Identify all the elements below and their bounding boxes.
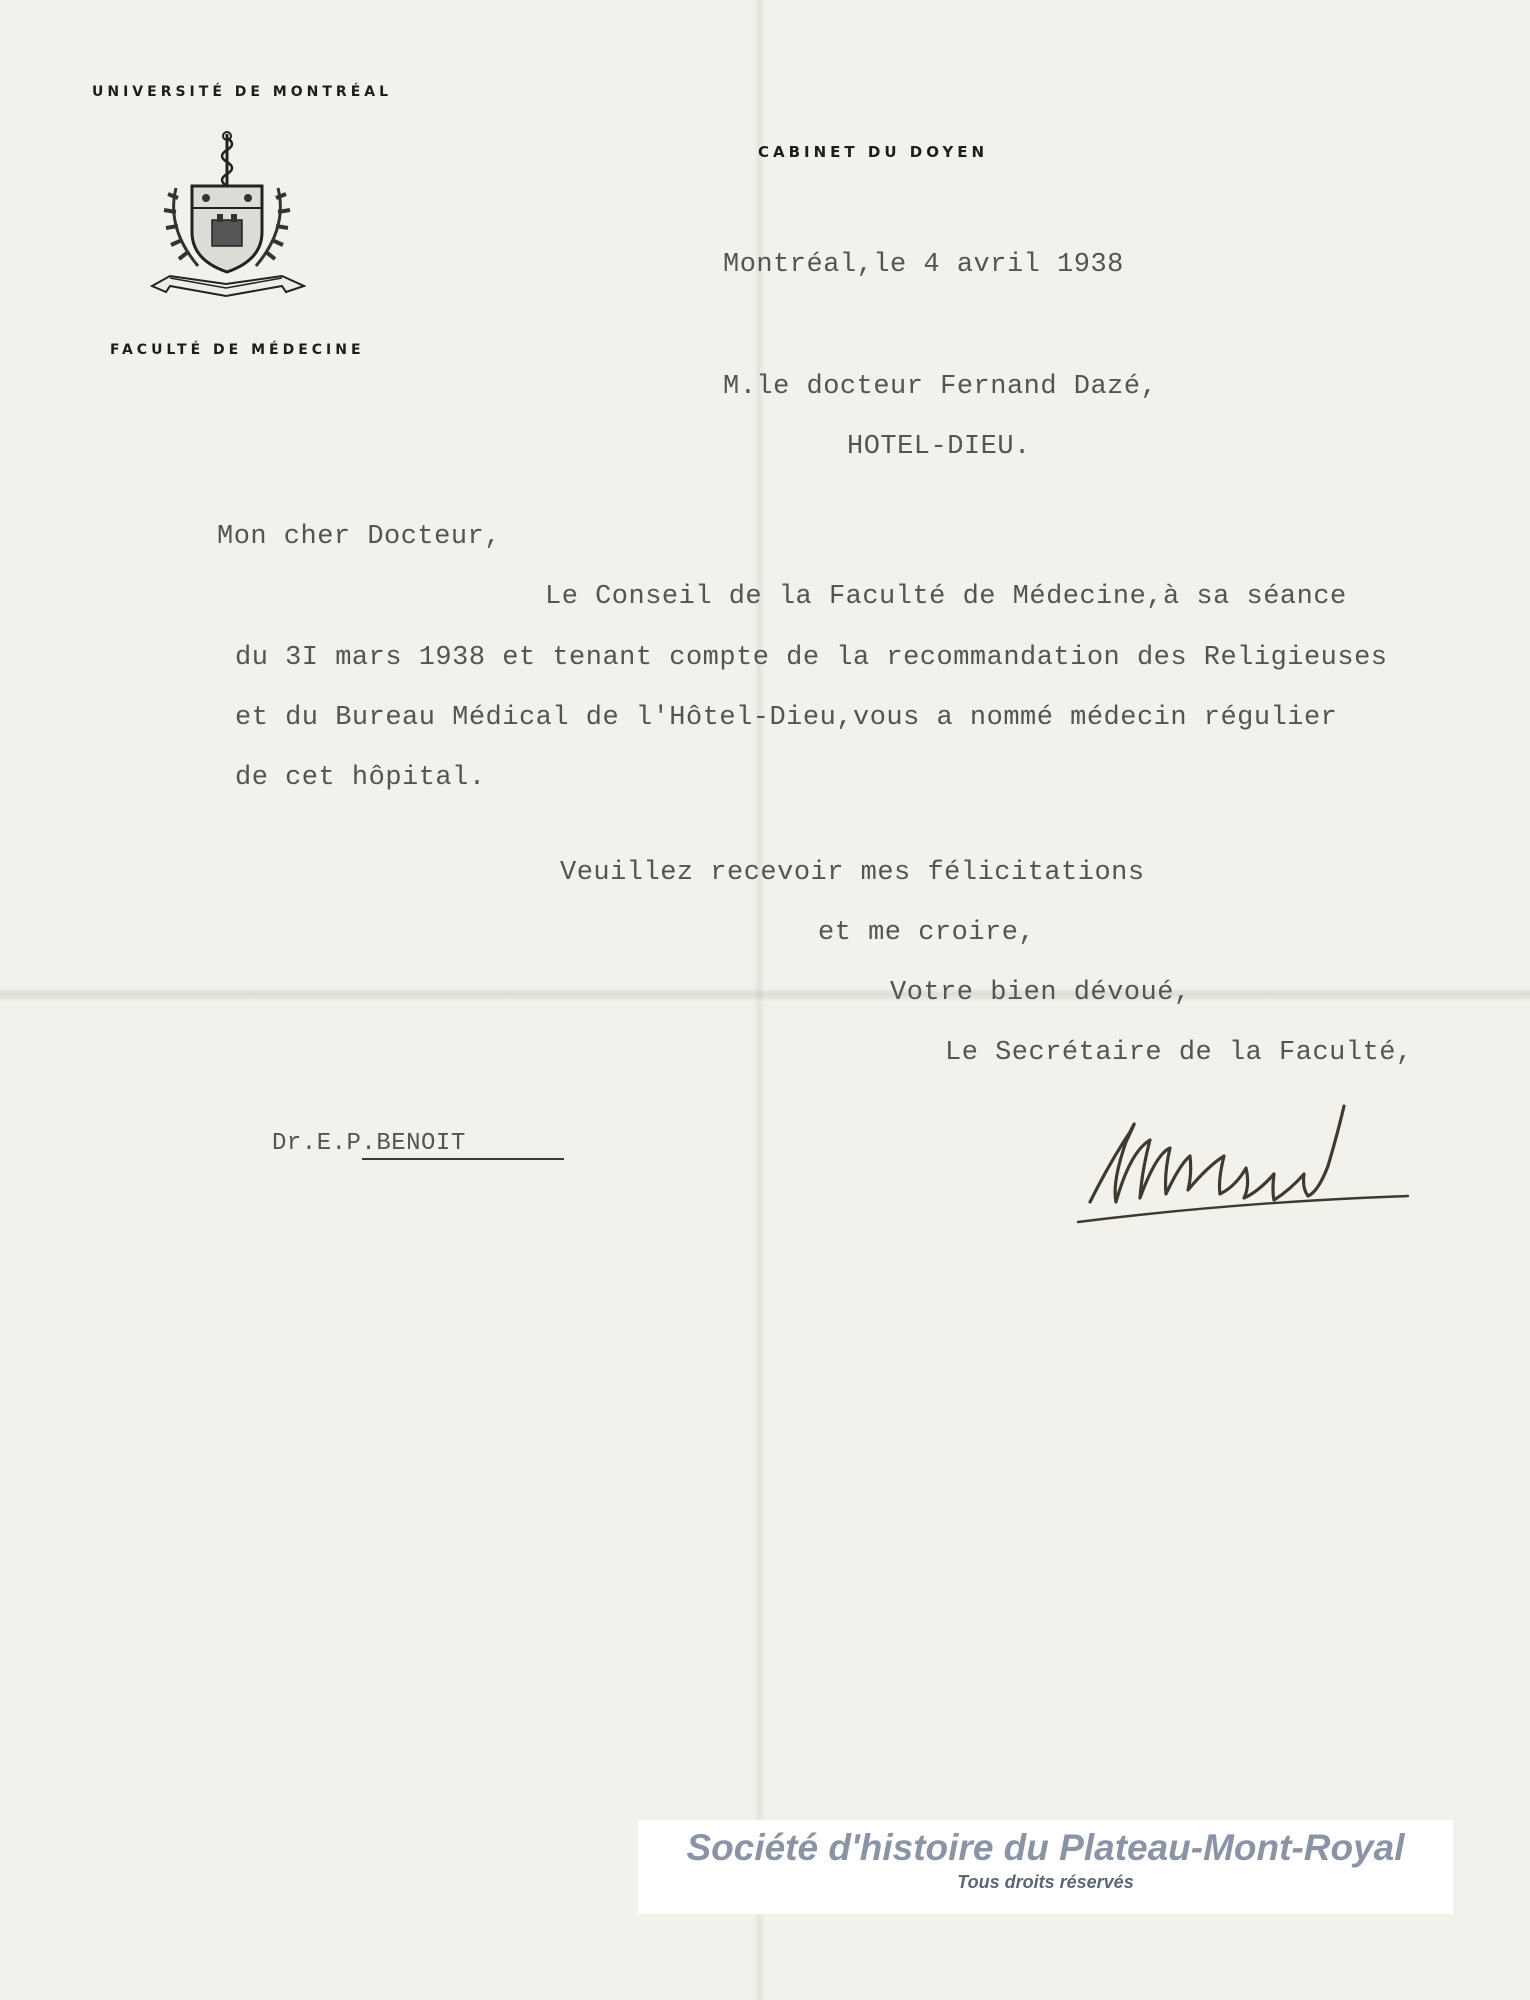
letter-date: Montréal,le 4 avril 1938 [723, 250, 1124, 280]
body-line-1: Le Conseil de la Faculté de Médecine,à sa séance [545, 582, 1347, 612]
faculty-name: FACULTÉ DE MÉDECINE [110, 342, 365, 358]
salutation: Mon cher Docteur, [217, 522, 501, 552]
signatory-underline [362, 1158, 564, 1160]
closing-line-4: Le Secrétaire de la Faculté, [945, 1038, 1413, 1068]
office-name: CABINET DU DOYEN [758, 143, 989, 161]
handwritten-signature-icon [1070, 1082, 1450, 1232]
typed-signatory-name: Dr.E.P.BENOIT [272, 1130, 466, 1157]
closing-line-2: et me croire, [818, 918, 1036, 948]
closing-line-1: Veuillez recevoir mes félicitations [560, 858, 1145, 888]
watermark-rights: Tous droits réservés [957, 1872, 1134, 1892]
closing-line-3: Votre bien dévoué, [890, 978, 1191, 1008]
university-name: UNIVERSITÉ DE MONTRÉAL [92, 84, 393, 100]
body-line-3: et du Bureau Médical de l'Hôtel-Dieu,vous a nommé médecin régulier [235, 703, 1338, 733]
archive-watermark [638, 1820, 1453, 1914]
body-line-4: de cet hôpital. [235, 763, 486, 793]
recipient-location: HOTEL-DIEU. [847, 432, 1031, 462]
watermark-title: Société d'histoire du Plateau-Mont-Royal [686, 1827, 1405, 1868]
body-line-2: du 3I mars 1938 et tenant compte de la recommandation des Religieuses [235, 643, 1388, 673]
recipient-name: M.le docteur Fernand Dazé, [723, 372, 1158, 402]
faculty-crest-icon [148, 128, 306, 303]
